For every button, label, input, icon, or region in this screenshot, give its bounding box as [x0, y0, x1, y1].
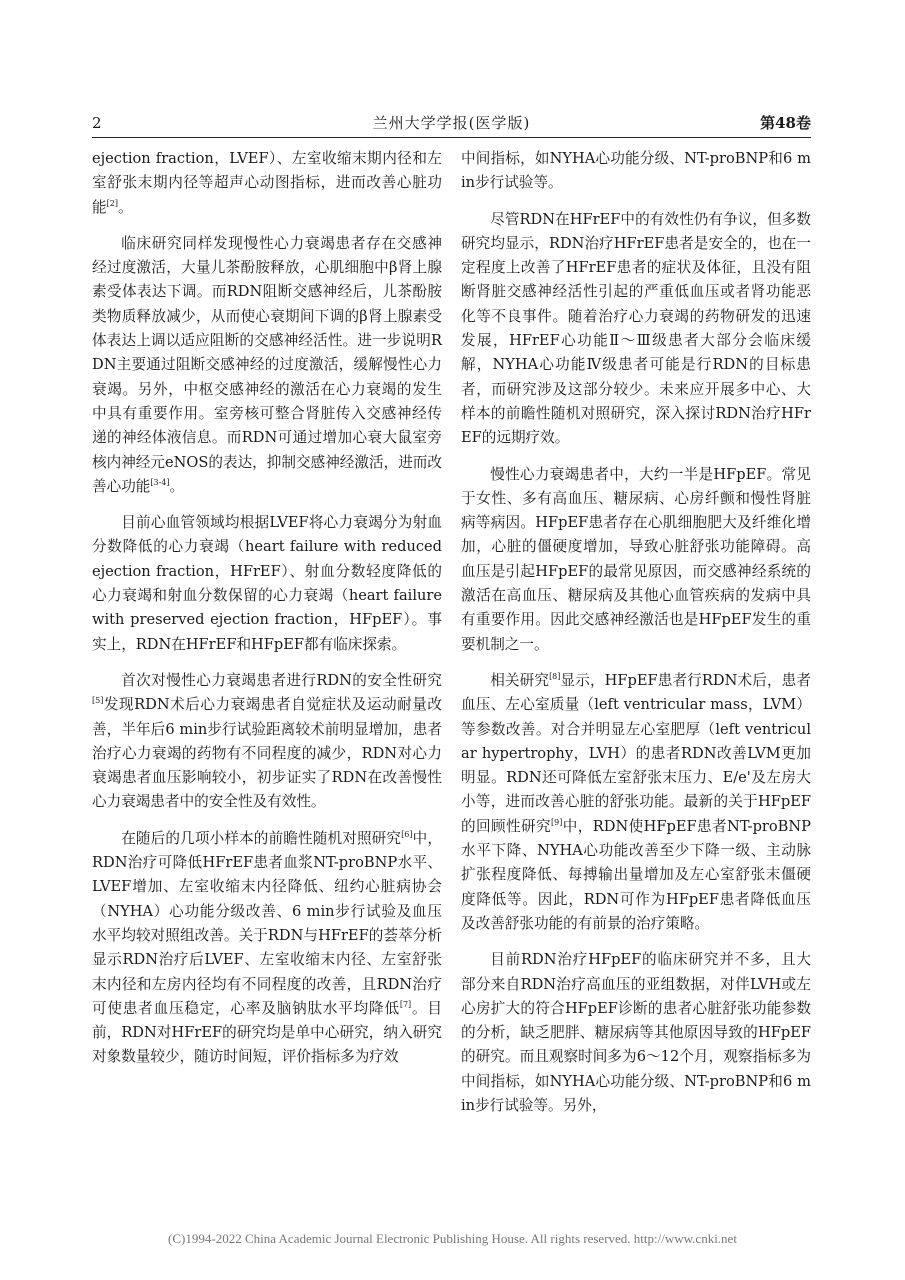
citation-ref: [8] [549, 671, 561, 681]
body-paragraph [461, 463, 811, 657]
journal-title: 兰州大学学报(医学版) [372, 114, 531, 132]
citation-ref: [7] [399, 999, 412, 1009]
paragraph-text: 目前心血管领域均根据LVEF将心力衰竭分为射血分数降低的心力衰竭（heart failure with reduced ejection fraction，HFrEF）、射血分数轻度降低的心力衰竭和射血分数保留的心力衰竭（heart failure with preserved ejection fraction，HFpEF）。事实上，RDN在HFrEF和HFpEF都有临床探索。 [92, 514, 442, 653]
left-column [92, 147, 442, 1082]
paragraph-text: 中，RDN治疗可降低HFrEF患者血浆NT-proBNP水平、LVEF增加、左室收缩末内径降低、纽约心脏病协会（NYHA）心功能分级改善、6 min步行试验及血压水平均较对照组改善。关于RDN与HFrEF的荟萃分析显示RDN治疗后LVEF、左室收缩末内径、左室舒张末内径和左房内径均有不同程度的改善，且RDN治疗可使患者血压稳定，心率及脑钠肽水平均降低 [92, 829, 442, 1017]
citation-ref: [6] [401, 829, 413, 839]
paragraph-text: 显示，HFpEF患者行RDN术后，患者血压、左心室质量（left ventricular mass，LVM）等参数改善。对合并明显左心室肥厚（left ventricular hypertrophy，LVH）的患者RDN改善LVM更加明显。RDN还可降低左室舒张末压力、E/e'及左房大小等，进而改善心脏的舒张功能。最新的关于HFpEF的回顾性研究 [461, 671, 811, 835]
paragraph-text: 尽管RDN在HFrEF中的有效性仍有争议，但多数研究均显示，RDN治疗HFrEF患者是安全的，也在一定程度上改善了HFrEF患者的症状及体征，且没有阻断肾脏交感神经活性引起的严重低血压或者肾功能恶化等不良事件。随着治疗心力衰竭的药物研发的迅速发展，HFrEF心功能Ⅱ～Ⅲ级患者大部分会临床缓解，NYHA心功能Ⅳ级患者可能是行RDN的目标患者，而研究涉及这部分较少。未来应开展多中心、大样本的前瞻性随机对照研究，深入探讨RDN治疗HFrEF的远期疗效。 [461, 210, 811, 447]
body-paragraph [461, 147, 811, 196]
paragraph-text: ejection fraction，LVEF）、左室收缩末期内径和左室舒张末期内径等超声心动图指标，进而改善心脏功能 [92, 150, 442, 216]
body-paragraph [461, 208, 811, 451]
citation-ref: [3-4] [150, 477, 170, 487]
body-paragraph [92, 827, 442, 1070]
paragraph-text: 慢性心力衰竭患者中，大约一半是HFpEF。常见于女性、多有高血压、糖尿病、心房纤颤和慢性肾脏病等病因。HFpEF患者存在心肌细胞肥大及纤维化增加，心脏的僵硬度增加，导致心脏舒张功能障碍。高血压是引起HFpEF的最常见原因，而交感神经系统的激活在高血压、糖尿病及其他心血管疾病的发病中具有重要作用。因此交感神经激活也是HFpEF发生的重要机制之一。 [461, 465, 811, 653]
citation-ref: [9] [551, 817, 563, 827]
paragraph-text: 中，RDN使HFpEF患者NT-proBNP水平下降、NYHA心功能改善至少下降一级、主动脉扩张程度降低、每搏输出量增加及左心室舒张末僵硬度降低等。因此，RDN可作为HFpEF患者降低血压及改善舒张功能的有前景的治疗策略。 [461, 817, 811, 932]
paragraph-text: 。 [117, 198, 133, 216]
body-paragraph [461, 669, 811, 936]
header-rule [92, 137, 811, 138]
citation-ref: [2] [106, 198, 118, 208]
volume-label: 第48卷 [760, 114, 811, 132]
running-header [92, 112, 811, 134]
citation-ref: [5] [92, 696, 104, 706]
body-paragraph [92, 669, 442, 815]
paragraph-text: 临床研究同样发现慢性心力衰竭患者存在交感神经过度激活，大量儿茶酚胺释放，心肌细胞中β肾上腺素受体表达下调。而RDN阻断交感神经后，儿茶酚胺类物质释放减少，从而使心衰期间下调的β肾上腺素受体表达上调以适应阻断的交感神经活性。进一步说明RDN主要通过阻断交感神经的过度激活，缓解慢性心力衰竭。另外，中枢交感神经的激活在心力衰竭的发生中具有重要作用。室旁核可整合肾脏传入交感神经传递的神经体液信息。而RDN可通过增加心衰大鼠室旁核内神经元eNOS的表达，抑制交感神经激活，进而改善心功能 [92, 234, 442, 495]
body-paragraph [92, 511, 442, 657]
copyright-footer: (C)1994-2022 China Academic Journal Electronic Publishing House. All rights reserved. http://www.cnki.net [168, 1231, 737, 1246]
paragraph-text: 。 [169, 477, 185, 495]
paragraph-text: 在随后的几项小样本的前瞻性随机对照研究 [121, 829, 402, 847]
paragraph-text: 首次对慢性心力衰竭患者进行RDN的安全性研究 [121, 671, 442, 689]
right-column [461, 147, 811, 1130]
paragraph-text: 。目前，RDN对HFrEF的研究均是单中心研究，纳入研究对象数量较少，随访时间短，评价指标多为疗效 [92, 999, 442, 1066]
paragraph-text: 相关研究 [490, 671, 550, 689]
paragraph-text: 目前RDN治疗HFpEF的临床研究并不多，且大部分来自RDN治疗高血压的亚组数据，对伴LVH或左心房扩大的符合HFpEF诊断的患者心脏舒张功能参数的分析，缺乏肥胖、糖尿病等其他原因导致的HFpEF的研究。而且观察时间多为6～12个月，观察指标多为中间指标，如NYHA心功能分级、NT-proBNP和6 min步行试验等。另外， [461, 951, 811, 1114]
body-paragraph [92, 147, 442, 220]
body-paragraph [461, 948, 811, 1118]
body-paragraph [92, 232, 442, 499]
page-number: 2 [92, 114, 102, 132]
paragraph-text: 发现RDN术后心力衰竭患者自觉症状及运动耐量改善，半年后6 min步行试验距离较术前明显增加，患者治疗心力衰竭的药物有不同程度的减少，RDN对心力衰竭患者血压影响较小，初步证实了RDN在改善慢性心力衰竭患者中的安全性及有效性。 [92, 696, 442, 811]
paragraph-text: 中间指标，如NYHA心功能分级、NT-proBNP和6 min步行试验等。 [461, 150, 811, 192]
